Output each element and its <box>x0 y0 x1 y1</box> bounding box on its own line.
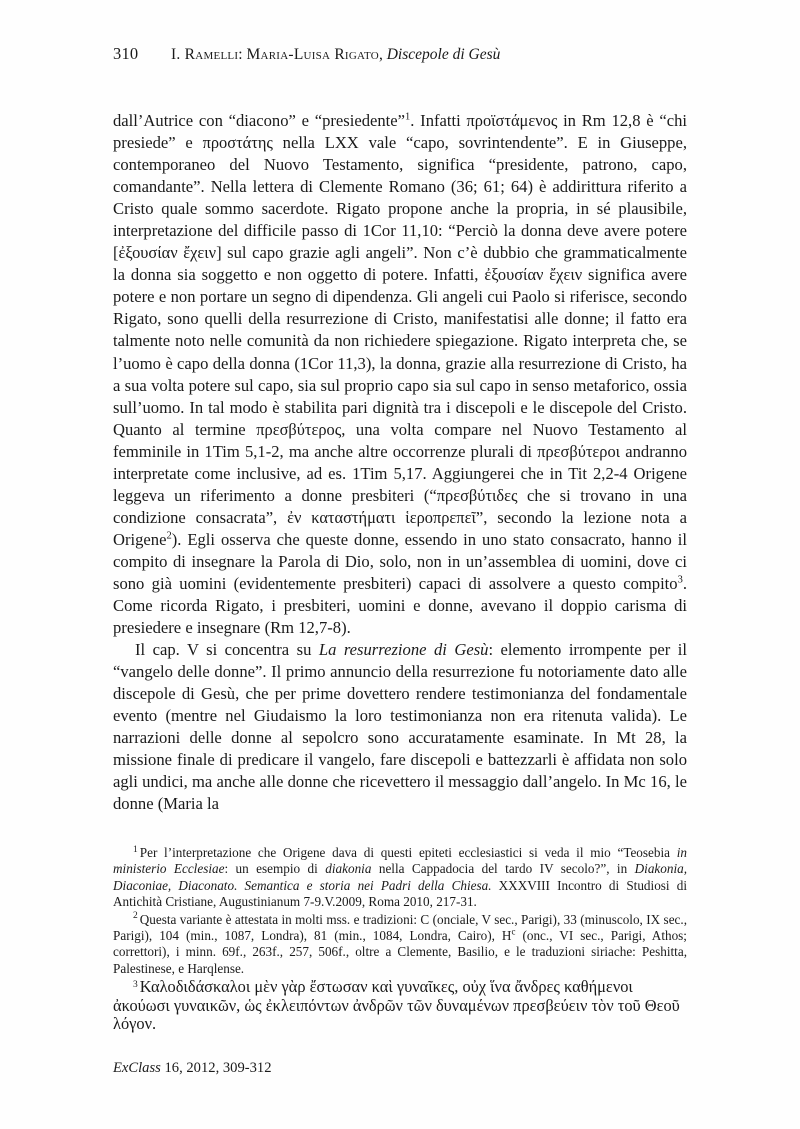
italic-text: Diakonia, Diaconiae, Diaconato. Semantica e storia nei Padri della Chiesa. <box>113 861 688 893</box>
running-head-separator: : <box>238 46 247 63</box>
text-run: . Come ricorda Rigato, i presbiteri, uomini e donne, avevano il doppio carisma di presiedere e insegnare (Rm 12,7-8). <box>113 573 687 638</box>
running-head <box>113 44 687 66</box>
text-run: (onc., VI sec., Parigi, Athos; correttori), i minn. 69f., 263f., 257, 506f., oltre a Clemente, Basilio, e le traduzioni siriache: Peshitta, Palestinese, e Harqlense. <box>113 928 687 976</box>
text-run: nella LXX vale “capo, sovrintendente”. E in Giuseppe, contemporaneo del Nuovo Testamento, significa “presidente, patrono, capo, comandante”. Nella lettera di Clemente Romano (36; 61; 64) è addirittura riferito a Cristo quale sommo sacerdote. Rigato propone anche la propria, in sé plausibile, interpretazione del difficile passo di 1Cor 11,10: “Perciò la donna deve avere potere [ <box>113 133 687 263</box>
footnote-block <box>113 845 687 1034</box>
text-run: nella Cappadocia del tardo IV secolo?”, in <box>371 861 635 877</box>
body-paragraph <box>113 110 687 639</box>
text-run: XXXVIII Incontro di Studiosi di Antichità Cristiane, Augustinianum 7-9.V.2009, Roma 2010, 217-31. <box>113 877 687 910</box>
greek-text: πρεσβύτιδες <box>436 485 518 505</box>
text-run: , una volta compare nel Nuovo Testamento al femminile in 1Tim 5,1-2, ma anche altre occorrenze plurali di <box>113 419 687 461</box>
text-run: : elemento irrompente per il “vangelo delle donne”. Il primo annuncio della resurrezione fu notoriamente dato alle discepole di Gesù, che per prime dovettero rendere testimonianza del fondamentale evento (mentre nel Giudaismo la loro testimonianza non era ritenuta valida). Le narrazioni delle donne al sepolcro sono accuratamente esaminate. In Mt 28, la missione finale di predicare il vangelo, fare discepoli e battezzarli è affidata non solo agli undici, ma anche alle donne che ricevettero il messaggio dall’angelo. In Mc 16, le donne (Maria la <box>113 640 687 814</box>
body-text-block <box>113 110 687 816</box>
superscript-text: c <box>511 926 516 937</box>
footnote-number: 1 <box>133 844 138 855</box>
text-run: Questa variante è attestata in molti mss. e tradizioni: C (onciale, V sec., Parigi), 33 (minuscolo, IX sec., Parigi), 104 (min., 1087, Londra), 81 (min., 1084, Londra, Cairo), H <box>113 911 687 944</box>
footer-journal-name: ExClass <box>113 1060 161 1076</box>
greek-text: Καλοδιδάσκαλοι μὲν γὰρ ἔστωσαν καὶ γυναῖκες, οὐχ ἵνα ἄνδρες καθήμενοι ἀκούωσι γυναικῶν, ὡς ἐκλειπόντων ἀνδρῶν τῶν δυναμένων πρεσβεύειν τὸν τοῦ Θεοῦ λόγον. <box>113 977 680 1034</box>
greek-text: ἐξουσίαν ἔχειν <box>118 243 217 263</box>
text-run: ] sul capo grazie agli angeli”. Non c’è dubbio che grammaticalmente la donna sia soggetto e non oggetto di potere. Infatti, <box>113 243 687 285</box>
italic-text: La resurrezione di Gesù <box>318 640 489 660</box>
page-number: 310 <box>113 44 139 63</box>
greek-text: προστάτης <box>202 133 273 153</box>
greek-text: ἐν καταστήματι ἱεροπρεπεῖ <box>287 507 476 527</box>
text-run: Per l’interpretazione che Origene dava di questi epiteti ecclesiastici si veda il mio “Teosebia <box>139 845 677 860</box>
italic-text: in ministerio Ecclesiae <box>113 845 687 877</box>
running-head-title <box>171 46 687 64</box>
text-run: . Infatti <box>410 111 467 130</box>
greek-text: ἐξουσίαν ἔχειν <box>484 265 583 285</box>
running-head-reviewed-author: Maria-Luisa Rigato <box>246 46 379 63</box>
footnote <box>113 845 687 911</box>
greek-text: πρεσβύτερος <box>256 419 342 439</box>
italic-text: diakonia <box>325 861 372 877</box>
text-run: che si trovano in una condizione consacrata”, <box>113 485 687 527</box>
text-run: dall’Autrice con “diacono” e “presiedente” <box>113 111 406 130</box>
text-run: Il cap. V si concentra su <box>135 640 319 660</box>
footnote-reference: 1 <box>405 111 411 123</box>
footnote-reference: 3 <box>677 574 683 586</box>
text-run: andranno interpretate come inclusive, ad es. 1Tim 5,17. Aggiungerei che in Tit 2,2-4 Origene leggeva un riferimento a donne presbiteri (“ <box>113 441 687 505</box>
running-head-author: I. Ramelli <box>171 46 239 63</box>
page-footer <box>113 1060 687 1077</box>
footnote <box>113 978 687 1034</box>
footnote-reference: 2 <box>166 530 172 542</box>
text-run: in Rm 12,8 è “chi presiede” e <box>113 111 687 153</box>
body-paragraph <box>113 639 687 815</box>
footnote-number: 2 <box>133 911 138 922</box>
greek-text: πρεσβύτεροι <box>537 441 621 461</box>
text-run: significa avere potere e non portare un segno di dipendenza. Gli angeli cui Paolo si riferisce, secondo Rigato, sono quelli della resurrezione di Cristo, manifestatisi alle donne; il fatto era talmente noto nelle comunità da non richiedere spiegazione. Rigato interpreta che, se l’uomo è capo della donna (1Cor 11,3), la donna, grazie alla resurrezione di Cristo, ha a sua volta potere sul capo, sia sul proprio capo sia sul capo in senso metaforico, ossia sull’uomo. In tal modo è stabilita pari dignità tra i discepoli e le discepole del Cristo. Quanto al termine <box>113 265 687 439</box>
running-head-work-title: Discepole di Gesù <box>386 46 501 63</box>
greek-text: προϊστάμενος <box>466 111 558 130</box>
footer-citation: 16, 2012, 309-312 <box>160 1060 272 1076</box>
text-run: ). Egli osserva che queste donne, essendo in uno stato consacrato, hanno il compito di insegnare la Parola di Dio, solo, non in un’assemblea di uomini, dove ci sono già uomini (evidentemente presbiteri) capaci di assolvere a questo compito <box>113 529 687 593</box>
running-head-comma: , <box>378 46 387 63</box>
text-run: ”, secondo la lezione nota a Origene <box>113 507 687 549</box>
footnote-number: 3 <box>133 979 138 990</box>
footnote <box>113 912 687 978</box>
text-run: : un esempio di <box>224 861 326 877</box>
